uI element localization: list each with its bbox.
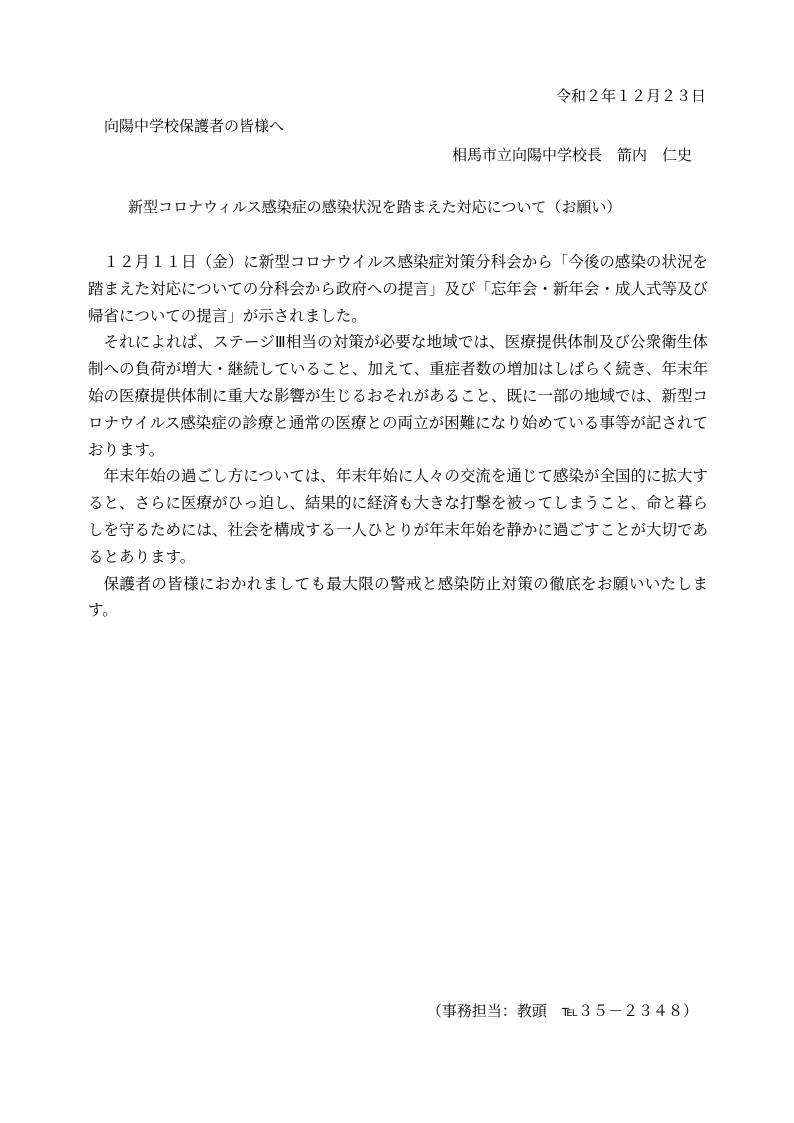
body-paragraph-1: １２月１１日（金）に新型コロナウイルス感染症対策分科会から「今後の感染の状況を踏まえた対応についての分科会から政府への提言」及び「忘年会・新年会・成人式等及び帰省についての提言」が示されました。 <box>88 253 708 325</box>
letter-date: 令和２年１２月２３日 <box>555 87 706 105</box>
body-paragraph-2: それによれば、ステージⅢ相当の対策が必要な地域では、医療提供体制及び公衆衛生体制への負荷が増大・継続していること、加えて、重症者数の増加はしばらく続き、年末年始の医療提供体制に重大な影響が生じるおそれがあること、既に一部の地域では、新型コロナウイルス感染症の診療と通常の医療との両立が困難になり始めている事等が記されております。 <box>88 333 709 459</box>
body-paragraph-4: 保護者の皆様におかれましても最大限の警戒と感染防止対策の徹底をお願いいたします。 <box>88 574 708 620</box>
letter-sender: 相馬市立向陽中学校長 箭内 仁史 <box>451 146 692 164</box>
letter-recipient: 向陽中学校保護者の皆様へ <box>104 117 285 135</box>
body-paragraph-3: 年末年始の過ごし方については、年末年始に人々の交流を通じて感染が全国的に拡大すると、さらに医療がひっ迫し、結果的に経済も大きな打撃を被ってしまうこと、命と暮らしを守るためには、社会を構成する一人ひとりが年末年始を静かに過ごすことが大切であるとあります。 <box>88 467 709 566</box>
letter-subject: 新型コロナウィルス感染症の感染状況を踏まえた対応について（お願い） <box>128 198 622 216</box>
letter-body <box>88 249 708 624</box>
contact-info: （事務担当：教頭 ℡３５－２３４８） <box>426 1002 698 1020</box>
